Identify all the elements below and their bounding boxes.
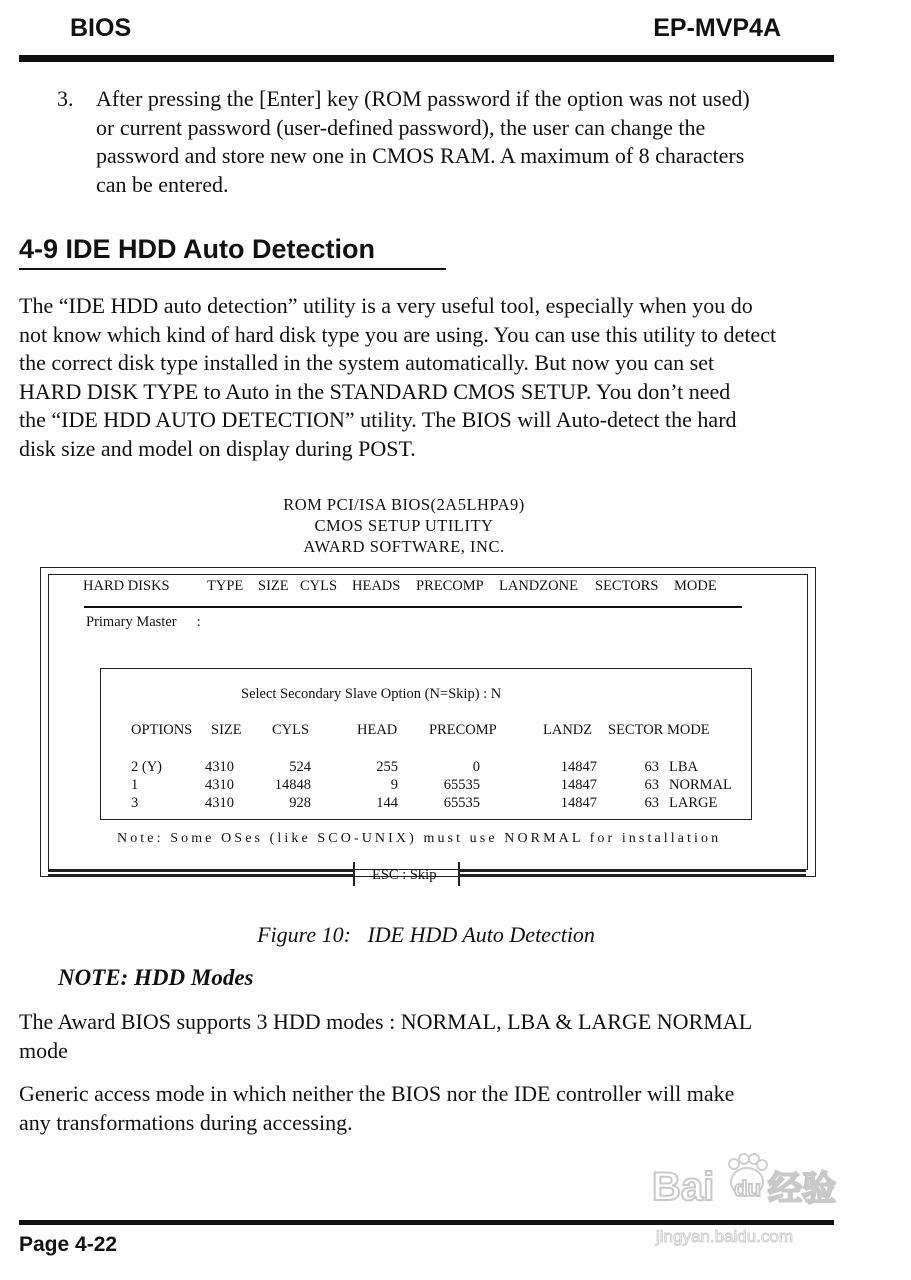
svg-text:经验: 经验: [768, 1169, 836, 1209]
option-size: 4310: [205, 777, 234, 793]
modes-line: mode: [19, 1037, 68, 1063]
esc-bar-right-line: [460, 870, 806, 872]
primary-master-label: Primary Master: [86, 614, 177, 630]
dialog-header-sector-mode: SECTOR MODE: [608, 722, 710, 738]
column-header-type: TYPE: [207, 578, 244, 594]
option-mode: LBA: [669, 759, 698, 775]
step-line: After pressing the [Enter] key (ROM password if the option was not used): [96, 86, 750, 111]
dialog-header-precomp: PRECOMP: [429, 722, 497, 738]
column-header-mode: MODE: [674, 578, 717, 594]
step-number: 3.: [57, 86, 74, 111]
primary-master-row: [86, 614, 201, 631]
option-head: 255: [376, 759, 398, 775]
intro-line: The “IDE HDD auto detection” utility is a very useful tool, especially when you do: [19, 293, 753, 318]
option-cyls: 14848: [274, 777, 311, 793]
step-line: or current password (user-defined password), the user can change the: [96, 114, 706, 140]
column-header-size: SIZE: [258, 578, 289, 594]
dialog-header-cyls: CYLS: [272, 722, 310, 738]
column-header-cyls: CYLS: [300, 578, 338, 594]
step-line: can be entered.: [96, 171, 229, 197]
option-sector: 63: [644, 759, 659, 775]
bios-note: Note: Some OSes (like SCO-UNIX) must use NORMAL for installation: [117, 831, 722, 846]
modes-line: The Award BIOS supports 3 HDD modes : NORMAL, LBA & LARGE NORMAL: [19, 1009, 753, 1034]
option-id: 2 (Y): [131, 759, 163, 775]
dialog-header-options: OPTIONS: [131, 722, 193, 738]
option-precomp: 65535: [443, 777, 480, 793]
page-number: Page 4-22: [19, 1233, 118, 1256]
svg-text:jingyan.baidu.com: jingyan.baidu.com: [656, 1227, 794, 1246]
header-rule: [19, 55, 834, 62]
option-size: 4310: [205, 759, 234, 775]
option-id: 1: [131, 777, 139, 793]
dialog-header-size: SIZE: [211, 722, 242, 738]
esc-bar-left-line: [48, 870, 353, 872]
option-sector: 63: [644, 777, 659, 793]
esc-skip-label: ESC : Skip: [372, 867, 437, 883]
esc-bar-left-line: [48, 874, 353, 876]
esc-bar-left-cap: [353, 862, 355, 886]
bios-title-line: AWARD SOFTWARE, INC.: [303, 537, 505, 556]
option-mode: NORMAL: [669, 777, 732, 793]
option-mode: LARGE: [669, 795, 718, 811]
intro-line: not know which kind of hard disk type you are using. You can use this utility to detect: [19, 321, 777, 347]
intro-line: the correct disk type installed in the system automatically. But now you can set: [19, 350, 715, 375]
column-header-heads: HEADS: [352, 578, 401, 594]
generic-line: any transformations during accessing.: [19, 1109, 353, 1135]
option-precomp: 65535: [443, 795, 480, 811]
step-paragraph: [96, 85, 826, 199]
header-left-title: BIOS: [70, 14, 132, 42]
intro-paragraph: [19, 292, 849, 463]
column-header-rule: [84, 606, 742, 608]
dialog-prompt: Select Secondary Slave Option (N=Skip) : N: [241, 686, 502, 702]
figure-caption: [0, 922, 852, 948]
option-landz: 14847: [560, 777, 597, 793]
primary-master-separator: :: [196, 614, 201, 630]
column-header-hard-disks: HARD DISKS: [83, 578, 170, 594]
generic-line: Generic access mode in which neither the BIOS nor the IDE controller will make: [19, 1081, 735, 1106]
generic-paragraph: [19, 1080, 849, 1137]
option-landz: 14847: [560, 795, 597, 811]
column-header-landzone: LANDZONE: [499, 578, 578, 594]
option-size: 4310: [205, 795, 234, 811]
figure-caption-text: Figure 10: IDE HDD Auto Detection: [257, 922, 595, 947]
option-landz: 14847: [560, 759, 597, 775]
option-sector: 63: [644, 795, 659, 811]
option-id: 3: [131, 795, 139, 811]
column-header-sectors: SECTORS: [595, 578, 659, 594]
dialog-header-landz: LANDZ: [543, 722, 593, 738]
option-cyls: 524: [289, 759, 311, 775]
dialog-header-head: HEAD: [357, 722, 398, 738]
option-head: 144: [376, 795, 398, 811]
svg-text:Bai: Bai: [652, 1165, 715, 1209]
baidu-jingyan-watermark-logo: [648, 1150, 868, 1250]
header-right-title: EP-MVP4A: [653, 14, 781, 42]
note-title: NOTE: HDD Modes: [58, 965, 254, 990]
svg-text:du: du: [734, 1176, 761, 1201]
footer-rule: [19, 1220, 834, 1225]
bios-title-line: CMOS SETUP UTILITY: [314, 516, 494, 535]
esc-bar-right-line: [460, 874, 806, 876]
option-cyls: 928: [289, 795, 311, 811]
intro-line: disk size and model on display during POST.: [19, 435, 416, 461]
section-title-underline: [19, 268, 446, 270]
intro-line: the “IDE HDD AUTO DETECTION” utility. The BIOS will Auto-detect the hard: [19, 407, 737, 432]
option-precomp: 0: [472, 759, 480, 775]
section-title: 4-9 IDE HDD Auto Detection: [19, 234, 376, 264]
column-header-precomp: PRECOMP: [416, 578, 484, 594]
modes-paragraph: [19, 1008, 849, 1065]
intro-line: HARD DISK TYPE to Auto in the STANDARD CMOS SETUP. You don’t need: [19, 378, 731, 404]
option-head: 9: [390, 777, 398, 793]
step-line: password and store new one in CMOS RAM. A maximum of 8 characters: [96, 143, 745, 168]
bios-title-line: ROM PCI/ISA BIOS(2A5LHPA9): [283, 495, 525, 514]
